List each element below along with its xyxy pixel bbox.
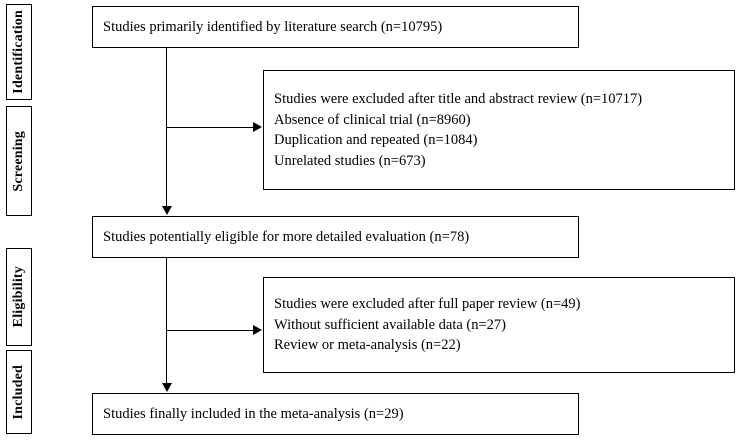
box-eligible-line-1: Studies potentially eligible for more detailed evaluation (n=78) [103, 228, 470, 245]
connector-vertical-main-lower [166, 258, 167, 385]
box-excluded-title-abstract-line-1: Studies were excluded after title and abstract review (n=10717) [274, 91, 643, 107]
stage-label-included-text: Included [11, 364, 26, 420]
box-excluded-title-abstract-line-3: Duplication and repeated (n=1084) [274, 132, 478, 148]
box-excluded-full-paper-line-1: Studies were excluded after full paper review (n=49) [274, 296, 581, 313]
box-excluded-full-paper-line-3: Review or meta-analysis (n=22) [274, 337, 461, 354]
box-identified [92, 6, 579, 48]
box-excluded-full-paper-line-2: Without sufficient available data (n=27) [274, 316, 506, 333]
connector-vertical-main-upper [166, 48, 167, 208]
stage-label-identification [6, 4, 32, 100]
box-excluded-full-paper [263, 277, 735, 373]
box-excluded-title-abstract-line-4: Unrelated studies (n=673) [274, 152, 426, 169]
connector-horizontal-to-excluded-title-abstract [166, 127, 254, 128]
box-eligible [92, 216, 579, 258]
stage-label-eligibility [6, 248, 32, 346]
arrowhead-to-excluded-full-paper [253, 325, 262, 335]
arrowhead-to-eligible [162, 206, 172, 215]
box-excluded-title-abstract [263, 70, 735, 190]
stage-label-screening [6, 106, 32, 216]
stage-label-included [6, 350, 32, 434]
stage-label-identification-text: Identification [11, 10, 26, 94]
stage-label-screening-text: Screening [11, 130, 26, 192]
arrowhead-to-excluded-title-abstract [253, 122, 262, 132]
box-excluded-title-abstract-line-2: Absence of clinical trial (n=8960) [274, 111, 471, 128]
connector-horizontal-to-excluded-full-paper [166, 330, 254, 331]
stage-label-eligibility-text: Eligibility [11, 266, 26, 328]
box-included [92, 393, 579, 435]
arrowhead-to-included [162, 383, 172, 392]
box-included-line-1: Studies finally included in the meta-analysis (n=29) [103, 405, 404, 422]
box-identified-line-1: Studies primarily identified by literature search (n=10795) [103, 18, 443, 35]
